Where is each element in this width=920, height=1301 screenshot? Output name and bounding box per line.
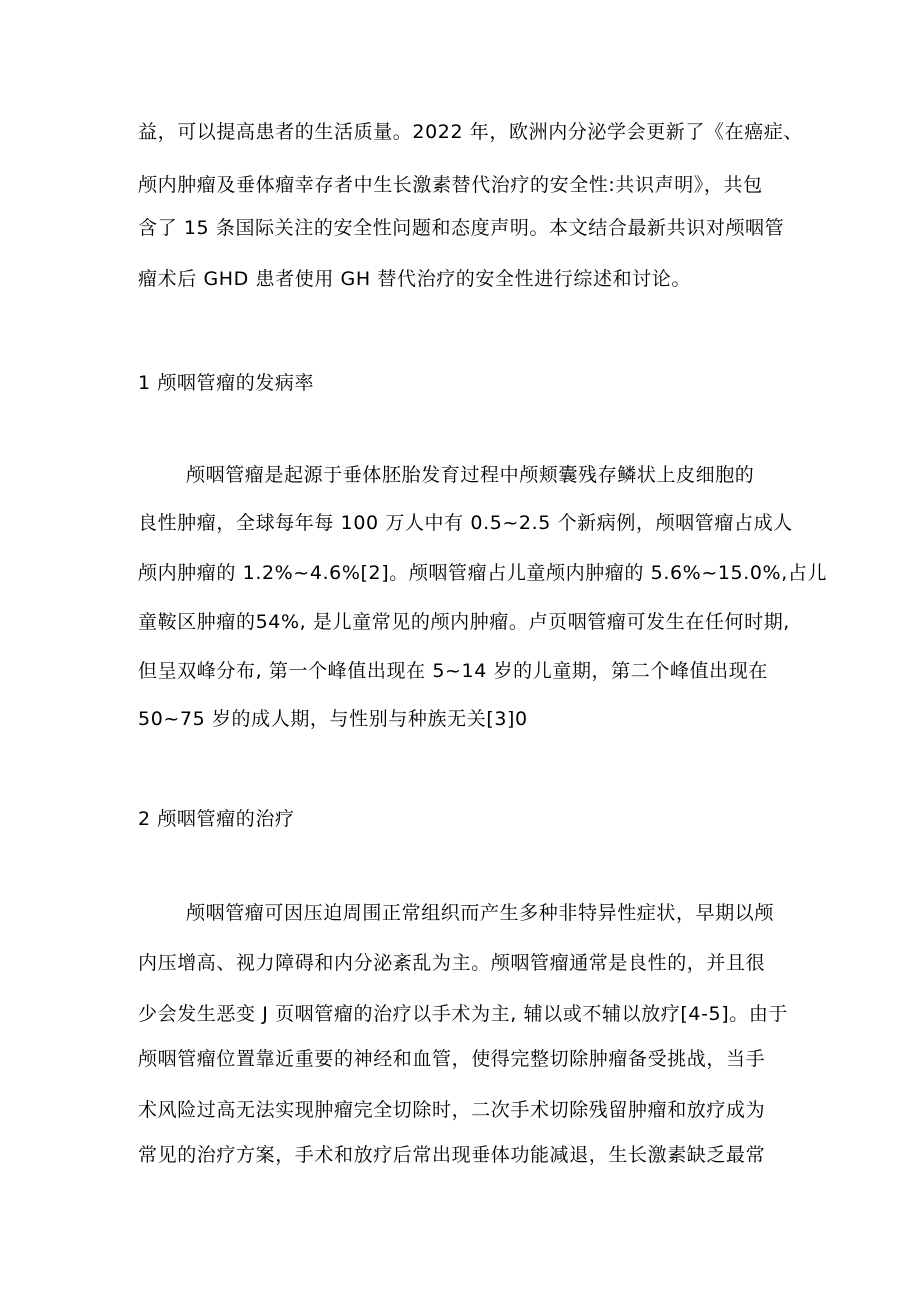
section-2-line-2: 内压增高、视力障碍和内分泌紊乱为主。颅咽管瘤通常是良性的，并且很 [138,952,766,974]
section-1-line-5: 但呈双峰分布, 第一个峰值出现在 5~14 岁的儿童期，第二个峰值出现在 [138,660,768,682]
intro-line-3: 含了 15 条国际关注的安全性问题和态度声明。本文结合最新共识对颅咽管 [138,217,785,239]
section-2-heading: 2 颅咽管瘤的治疗 [138,808,295,830]
section-1-line-2: 良性肿瘤，全球每年每 100 万人中有 0.5~2.5 个新病例，颅咽管瘤占成人 [138,512,793,534]
section-1-heading: 1 颅咽管瘤的发病率 [138,372,315,394]
section-2-line-5: 术风险过高无法实现肿瘤完全切除时，二次手术切除残留肿瘤和放疗成为 [138,1099,766,1121]
intro-line-4: 瘤术后 GHD 患者使用 GH 替代治疗的安全性进行综述和讨论。 [138,268,692,290]
section-2-line-3: 少会发生恶变 J 页咽管瘤的治疗以手术为主, 辅以或不辅以放疗[4-5]。由于 [138,1003,789,1025]
intro-line-2: 颅内肿瘤及垂体瘤幸存者中生长激素替代治疗的安全性:共识声明》，共包 [138,174,763,196]
section-1-line-3: 颅内肿瘤的 1.2%~4.6%[2]。颅咽管瘤占儿童颅内肿瘤的 5.6%~15.0%,占儿 [138,562,828,584]
intro-line-1: 益，可以提高患者的生活质量。2022 年，欧洲内分泌学会更新了《在癌症、 [138,121,803,143]
section-2-line-4: 颅咽管瘤位置靠近重要的神经和血管，使得完整切除肿瘤备受挑战，当手 [138,1048,766,1070]
section-1-line-1: 颅咽管瘤是起源于垂体胚胎发育过程中颅颊囊残存鳞状上皮细胞的 [186,464,755,486]
section-1-line-4: 童鞍区肿瘤的54%, 是儿童常见的颅内肿瘤。卢页咽管瘤可发生在任何时期, [138,611,790,633]
section-2-line-1: 颅咽管瘤可因压迫周围正常组织而产生多种非特异性症状，早期以颅 [186,902,775,924]
section-1-line-6: 50~75 岁的成人期，与性别与种族无关[3]0 [138,708,528,730]
section-2-line-6: 常见的治疗方案，手术和放疗后常出现垂体功能减退，生长激素缺乏最常 [138,1144,766,1166]
